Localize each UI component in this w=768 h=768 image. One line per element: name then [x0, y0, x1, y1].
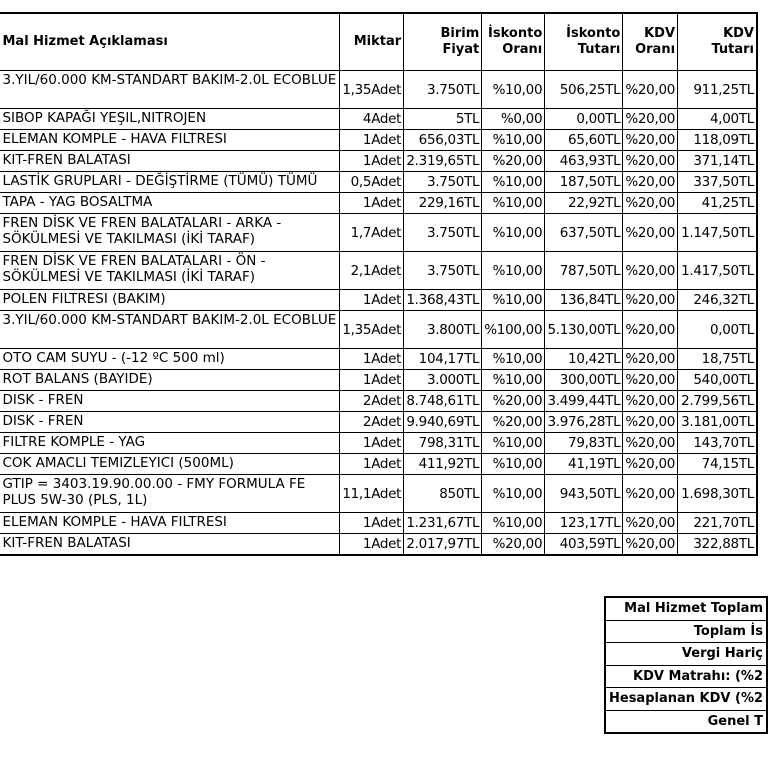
discount-rate-cell: %10,00: [482, 71, 545, 109]
discount-amount-cell: 943,50TL: [545, 475, 623, 513]
vat-amount-cell: 1.417,50TL: [678, 252, 757, 290]
unit-price-cell: 1.231,67TL: [404, 513, 482, 534]
discount-amount-cell: 22,92TL: [545, 193, 623, 214]
description-cell: DISK - FREN: [0, 412, 340, 433]
quantity-cell: 1Adet: [340, 454, 404, 475]
quantity-cell: 1Adet: [340, 513, 404, 534]
discount-rate-cell: %0,00: [482, 109, 545, 130]
vat-rate-cell: %20,00: [623, 172, 678, 193]
discount-amount-cell: 403,59TL: [545, 534, 623, 556]
vat-amount-cell: 74,15TL: [678, 454, 757, 475]
quantity-cell: 2Adet: [340, 412, 404, 433]
quantity-cell: 1,7Adet: [340, 214, 404, 252]
table-row: [0, 349, 757, 370]
quantity-cell: 1Adet: [340, 433, 404, 454]
table-row: [0, 370, 757, 391]
vat-rate-cell: %20,00: [623, 290, 678, 311]
description-cell: LASTİK GRUPLARI - DEĞİŞTİRME (TÜMÜ) TÜMÜ: [0, 172, 340, 193]
unit-price-cell: 850TL: [404, 475, 482, 513]
vat-amount-header: KDV Tutarı: [678, 13, 757, 71]
vat-rate-cell: %20,00: [623, 370, 678, 391]
table-row: [0, 433, 757, 454]
vat-rate-cell: %20,00: [623, 513, 678, 534]
totals-label: Toplam İs: [605, 620, 767, 643]
table-row: [0, 475, 757, 513]
description-cell: KIT-FREN BALATASI: [0, 151, 340, 172]
discount-amount-cell: 0,00TL: [545, 109, 623, 130]
vat-amount-cell: 143,70TL: [678, 433, 757, 454]
vat-amount-cell: 41,25TL: [678, 193, 757, 214]
description-cell: ELEMAN KOMPLE - HAVA FILTRESI: [0, 130, 340, 151]
unit-price-cell: 2.017,97TL: [404, 534, 482, 556]
quantity-cell: 11,1Adet: [340, 475, 404, 513]
totals-label: Hesaplanan KDV (%2: [605, 688, 767, 711]
totals-label: KDV Matrahı: (%2: [605, 665, 767, 688]
vat-amount-cell: 0,00TL: [678, 311, 757, 349]
discount-amount-cell: 5.130,00TL: [545, 311, 623, 349]
unit-price-cell: 3.750TL: [404, 172, 482, 193]
discount-amount-cell: 136,84TL: [545, 290, 623, 311]
unit-price-cell: 3.750TL: [404, 214, 482, 252]
table-row: [0, 290, 757, 311]
discount-amount-cell: 787,50TL: [545, 252, 623, 290]
discount-rate-cell: %10,00: [482, 290, 545, 311]
header-row: [0, 13, 757, 71]
table-row: [0, 534, 757, 556]
vat-rate-cell: %20,00: [623, 193, 678, 214]
description-cell: DISK - FREN: [0, 391, 340, 412]
totals-row: [605, 597, 767, 620]
vat-amount-cell: 911,25TL: [678, 71, 757, 109]
unit-price-cell: 229,16TL: [404, 193, 482, 214]
vat-amount-cell: 1.698,30TL: [678, 475, 757, 513]
discount-rate-cell: %10,00: [482, 513, 545, 534]
table-row: [0, 214, 757, 252]
description-cell: 3.YIL/60.000 KM-STANDART BAKIM-2.0L ECOBLUE: [0, 71, 340, 109]
totals-row: [605, 688, 767, 711]
description-cell: POLEN FILTRESI (BAKIM): [0, 290, 340, 311]
table-row: [0, 71, 757, 109]
totals-row: [605, 620, 767, 643]
discount-amount-cell: 41,19TL: [545, 454, 623, 475]
discount-rate-cell: %10,00: [482, 454, 545, 475]
table-row: [0, 151, 757, 172]
description-cell: ROT BALANS (BAYIDE): [0, 370, 340, 391]
quantity-cell: 1,35Adet: [340, 311, 404, 349]
quantity-cell: 1Adet: [340, 193, 404, 214]
vat-rate-cell: %20,00: [623, 252, 678, 290]
totals-label: Genel T: [605, 710, 767, 733]
vat-rate-cell: %20,00: [623, 71, 678, 109]
description-cell: GTIP = 3403.19.90.00.00 - FMY FORMULA FE PLUS 5W-30 (PLS, 1L): [0, 475, 340, 513]
vat-amount-cell: 1.147,50TL: [678, 214, 757, 252]
vat-rate-cell: %20,00: [623, 534, 678, 556]
description-cell: KIT-FREN BALATASI: [0, 534, 340, 556]
unit-price-cell: 656,03TL: [404, 130, 482, 151]
vat-rate-cell: %20,00: [623, 349, 678, 370]
discount-rate-header: İskonto Oranı: [482, 13, 545, 71]
vat-amount-cell: 322,88TL: [678, 534, 757, 556]
quantity-cell: 2Adet: [340, 391, 404, 412]
table-row: [0, 513, 757, 534]
unit-price-cell: 3.750TL: [404, 71, 482, 109]
discount-rate-cell: %10,00: [482, 349, 545, 370]
discount-amount-cell: 10,42TL: [545, 349, 623, 370]
vat-rate-header: KDV Oranı: [623, 13, 678, 71]
vat-rate-cell: %20,00: [623, 391, 678, 412]
vat-amount-cell: 4,00TL: [678, 109, 757, 130]
description-cell: FREN DİSK VE FREN BALATALARI - ÖN - SÖKÜLMESİ VE TAKILMASI (İKİ TARAF): [0, 252, 340, 290]
description-cell: FREN DİSK VE FREN BALATALARI - ARKA - SÖKÜLMESİ VE TAKILMASI (İKİ TARAF): [0, 214, 340, 252]
table-row: [0, 391, 757, 412]
description-cell: ELEMAN KOMPLE - HAVA FILTRESI: [0, 513, 340, 534]
discount-rate-cell: %20,00: [482, 534, 545, 556]
discount-amount-cell: 187,50TL: [545, 172, 623, 193]
vat-rate-cell: %20,00: [623, 412, 678, 433]
totals-row: [605, 665, 767, 688]
vat-rate-cell: %20,00: [623, 311, 678, 349]
quantity-cell: 4Adet: [340, 109, 404, 130]
totals-body: [605, 597, 767, 733]
description-cell: COK AMACLI TEMIZLEYICI (500ML): [0, 454, 340, 475]
items-body: [0, 71, 757, 556]
vat-amount-cell: 540,00TL: [678, 370, 757, 391]
discount-rate-cell: %10,00: [482, 433, 545, 454]
quantity-cell: 1Adet: [340, 370, 404, 391]
invoice-items-table: [0, 12, 758, 556]
discount-rate-cell: %10,00: [482, 214, 545, 252]
vat-amount-cell: 371,14TL: [678, 151, 757, 172]
vat-amount-cell: 3.181,00TL: [678, 412, 757, 433]
discount-rate-cell: %100,00: [482, 311, 545, 349]
totals-row: [605, 710, 767, 733]
unit-price-cell: 2.319,65TL: [404, 151, 482, 172]
vat-rate-cell: %20,00: [623, 130, 678, 151]
totals-row: [605, 643, 767, 666]
discount-amount-cell: 637,50TL: [545, 214, 623, 252]
unit-price-cell: 411,92TL: [404, 454, 482, 475]
vat-amount-cell: 337,50TL: [678, 172, 757, 193]
table-row: [0, 252, 757, 290]
quantity-cell: 1Adet: [340, 534, 404, 556]
discount-amount-cell: 65,60TL: [545, 130, 623, 151]
discount-amount-cell: 463,93TL: [545, 151, 623, 172]
description-cell: FILTRE KOMPLE - YAG: [0, 433, 340, 454]
discount-amount-header: İskonto Tutarı: [545, 13, 623, 71]
table-row: [0, 130, 757, 151]
discount-rate-cell: %10,00: [482, 193, 545, 214]
discount-amount-cell: 506,25TL: [545, 71, 623, 109]
quantity-cell: 1Adet: [340, 349, 404, 370]
table-row: [0, 193, 757, 214]
vat-rate-cell: %20,00: [623, 475, 678, 513]
discount-rate-cell: %10,00: [482, 370, 545, 391]
table-row: [0, 311, 757, 349]
unit-price-cell: 5TL: [404, 109, 482, 130]
discount-rate-cell: %20,00: [482, 391, 545, 412]
unit-price-header: Birim Fiyat: [404, 13, 482, 71]
description-cell: OTO CAM SUYU - (-12 ºC 500 ml): [0, 349, 340, 370]
discount-rate-cell: %10,00: [482, 252, 545, 290]
totals-table: [604, 596, 768, 734]
discount-amount-cell: 123,17TL: [545, 513, 623, 534]
discount-rate-cell: %20,00: [482, 151, 545, 172]
discount-rate-cell: %10,00: [482, 130, 545, 151]
discount-amount-cell: 300,00TL: [545, 370, 623, 391]
discount-amount-cell: 3.499,44TL: [545, 391, 623, 412]
unit-price-cell: 1.368,43TL: [404, 290, 482, 311]
unit-price-cell: 3.750TL: [404, 252, 482, 290]
vat-rate-cell: %20,00: [623, 433, 678, 454]
unit-price-cell: 3.000TL: [404, 370, 482, 391]
vat-rate-cell: %20,00: [623, 454, 678, 475]
quantity-header: Miktar: [340, 13, 404, 71]
vat-amount-cell: 246,32TL: [678, 290, 757, 311]
vat-rate-cell: %20,00: [623, 214, 678, 252]
table-row: [0, 172, 757, 193]
vat-rate-cell: %20,00: [623, 109, 678, 130]
vat-amount-cell: 18,75TL: [678, 349, 757, 370]
unit-price-cell: 798,31TL: [404, 433, 482, 454]
vat-amount-cell: 221,70TL: [678, 513, 757, 534]
description-cell: SIBOP KAPAĞI YEŞIL,NITROJEN: [0, 109, 340, 130]
quantity-cell: 2,1Adet: [340, 252, 404, 290]
quantity-cell: 1,35Adet: [340, 71, 404, 109]
discount-rate-cell: %10,00: [482, 172, 545, 193]
discount-amount-cell: 3.976,28TL: [545, 412, 623, 433]
description-cell: 3.YIL/60.000 KM-STANDART BAKIM-2.0L ECOBLUE: [0, 311, 340, 349]
description-cell: TAPA - YAG BOSALTMA: [0, 193, 340, 214]
totals-label: Vergi Hariç: [605, 643, 767, 666]
quantity-cell: 1Adet: [340, 151, 404, 172]
table-row: [0, 454, 757, 475]
description-header: Mal Hizmet Açıklaması: [0, 13, 340, 71]
unit-price-cell: 9.940,69TL: [404, 412, 482, 433]
table-row: [0, 412, 757, 433]
discount-amount-cell: 79,83TL: [545, 433, 623, 454]
vat-amount-cell: 2.799,56TL: [678, 391, 757, 412]
quantity-cell: 1Adet: [340, 290, 404, 311]
quantity-cell: 0,5Adet: [340, 172, 404, 193]
vat-amount-cell: 118,09TL: [678, 130, 757, 151]
discount-rate-cell: %20,00: [482, 412, 545, 433]
table-row: [0, 109, 757, 130]
unit-price-cell: 104,17TL: [404, 349, 482, 370]
quantity-cell: 1Adet: [340, 130, 404, 151]
unit-price-cell: 3.800TL: [404, 311, 482, 349]
vat-rate-cell: %20,00: [623, 151, 678, 172]
discount-rate-cell: %10,00: [482, 475, 545, 513]
unit-price-cell: 8.748,61TL: [404, 391, 482, 412]
totals-label: Mal Hizmet Toplam: [605, 597, 767, 620]
